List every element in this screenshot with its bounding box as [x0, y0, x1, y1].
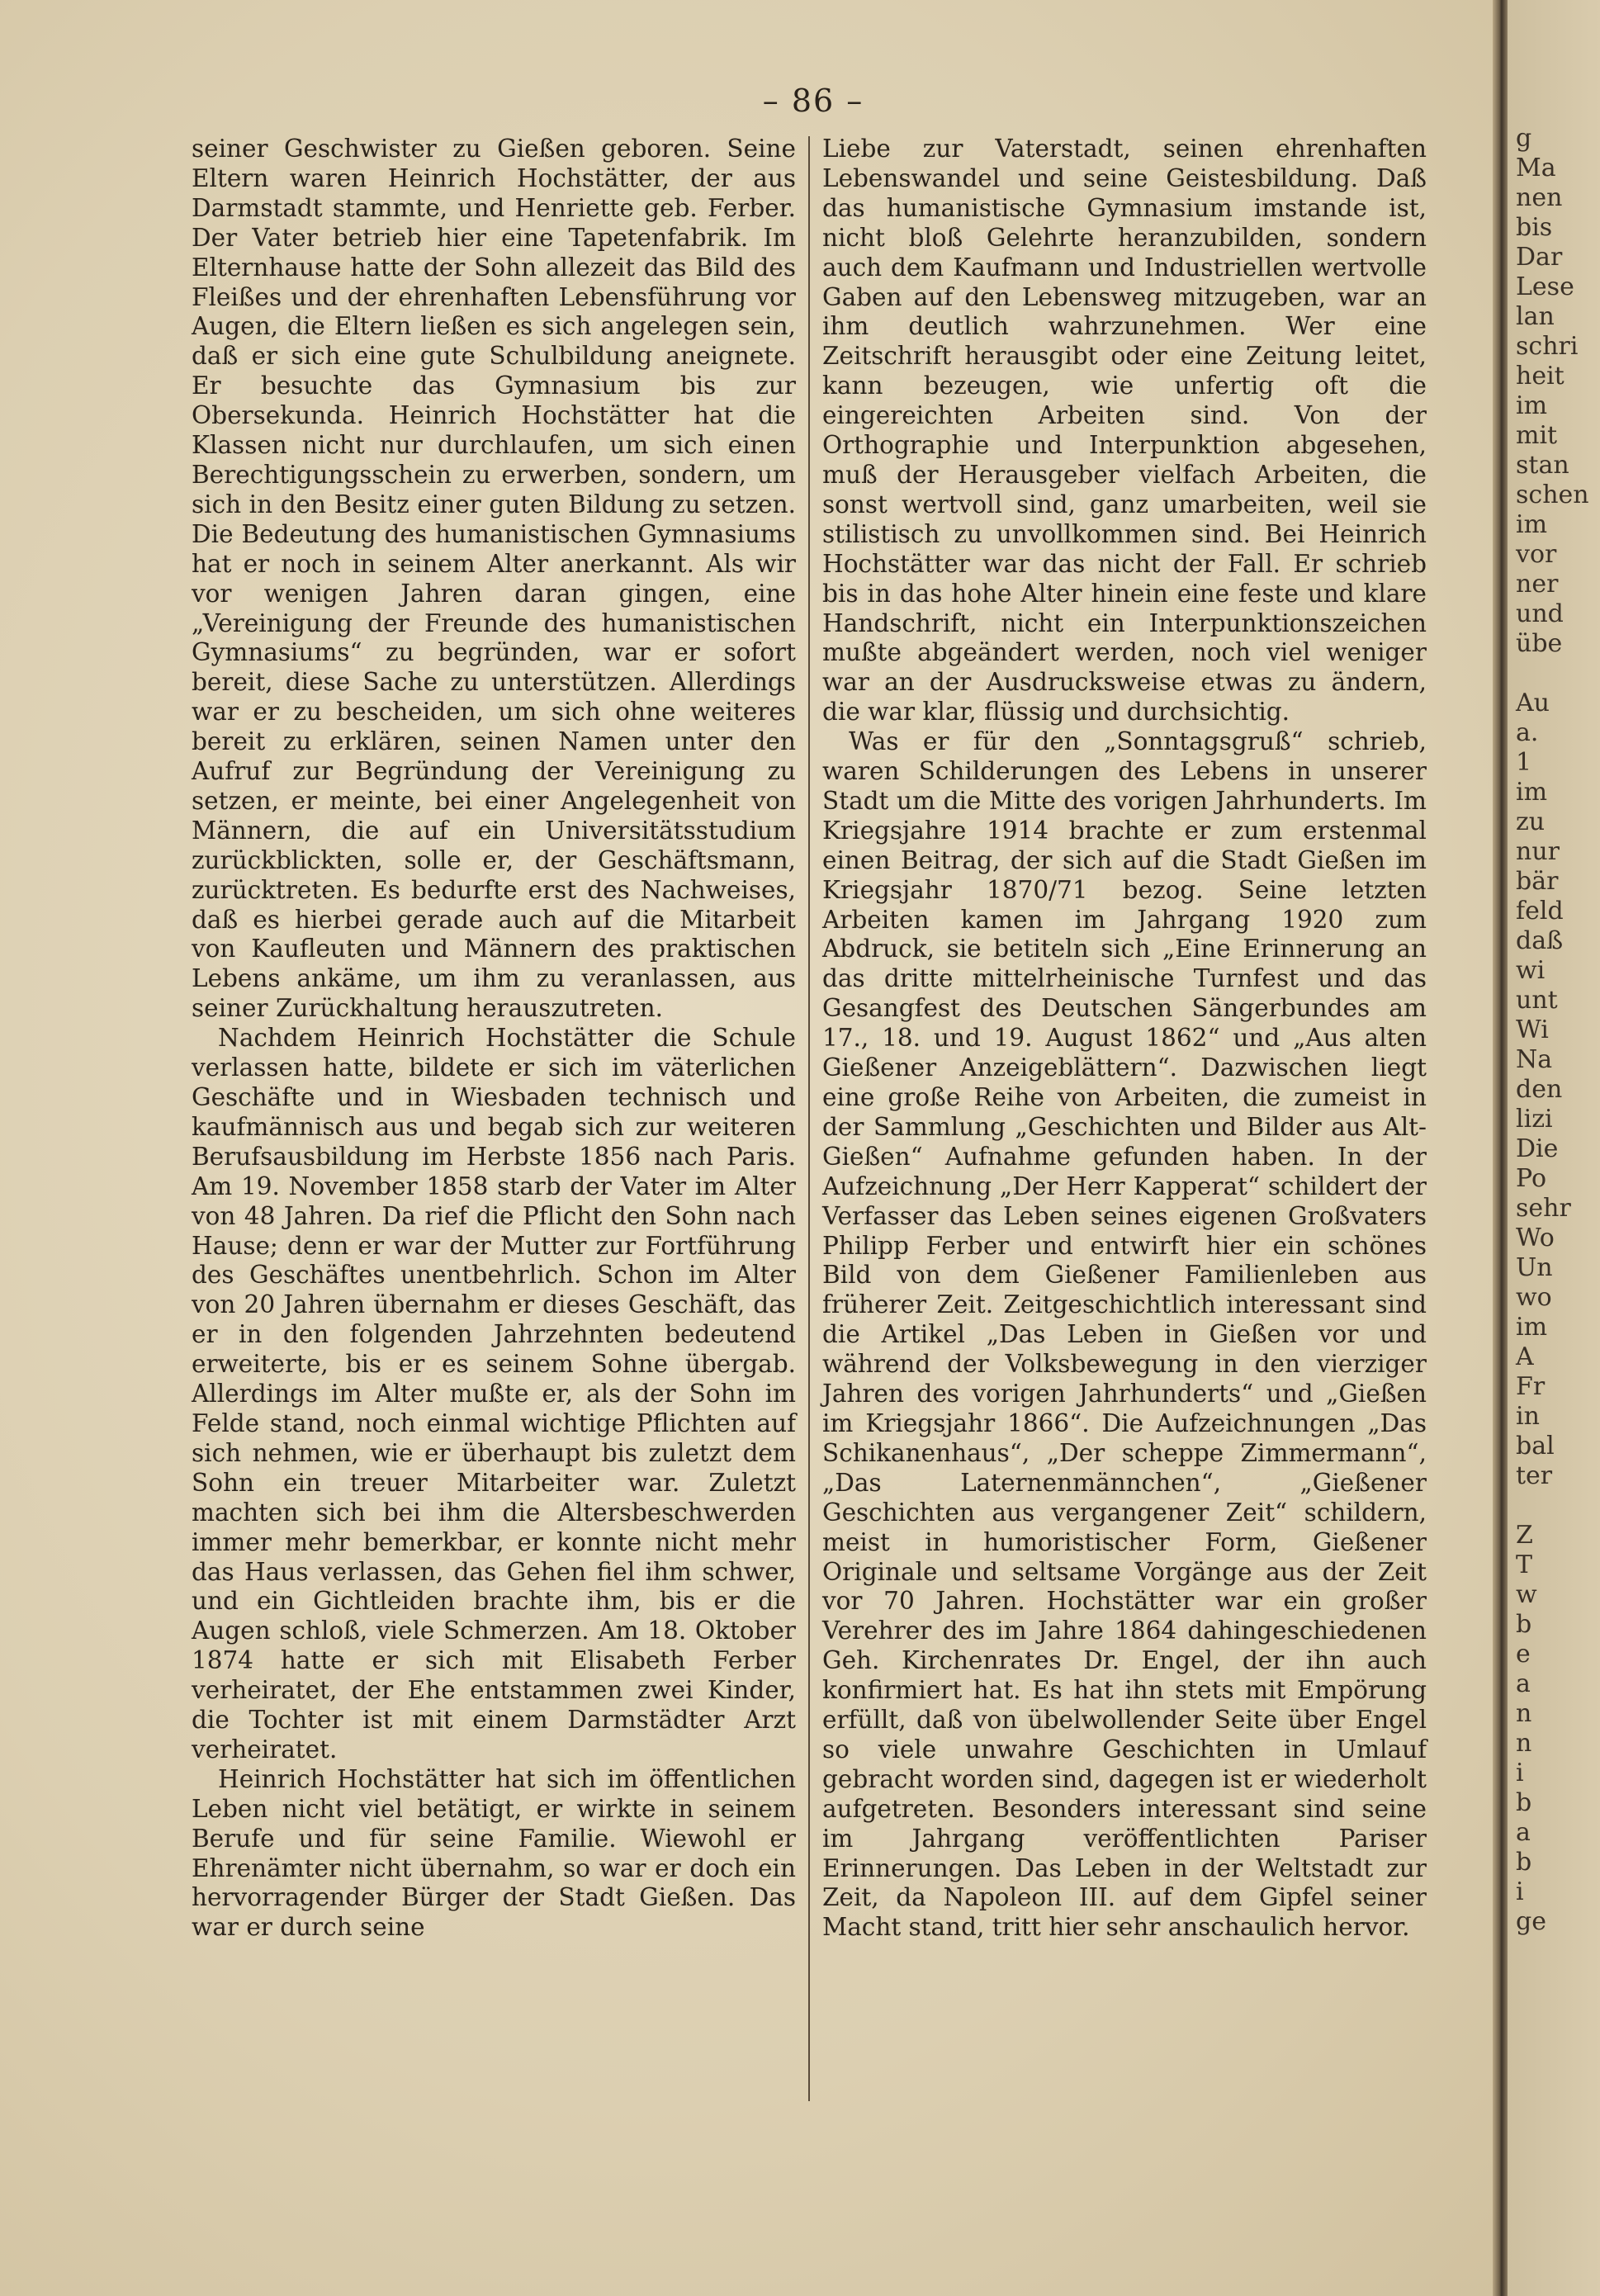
paragraph: Liebe zur Vaterstadt, seinen ehrenhaften Lebenswandel und seine Geistesbildung. Daß das humanistische Gymnasium imstande ist, nicht bloß Gelehrte heranzubilden, sondern auch dem Kaufmann und Industriellen wertvolle Gaben auf den Lebensweg mitzugeben, war an ihm deutlich wahrzunehmen. Wer eine Zeitschrift herausgibt oder eine Zeitung leitet, kann bezeugen, wie unfertig oft die eingereichten Arbeiten sind. Von der Orthographie und Interpunktion abgesehen, muß der Herausgeber vielfach Arbeiten, die sonst wertvoll sind, ganz umarbeiten, weil sie stilistisch zu unvollkommen sind. Bei Heinrich Hochstätter war das nicht der Fall. Er schrieb bis in das hohe Alter hinein eine feste und klare Handschrift, nicht ein Interpunktionszeichen mußte abgeändert werden, noch viel weniger war an der Ausdrucksweise etwas zu ändern, die war klar, flüssig und durchsichtig. — [822, 135, 1427, 727]
facing-page-fragment: Ma — [1516, 154, 1556, 182]
facing-page-fragment: vor — [1516, 540, 1557, 569]
facing-page-fragment: b — [1516, 1610, 1532, 1639]
facing-page-fragment: g — [1516, 124, 1532, 153]
facing-page-fragment: ner — [1516, 570, 1559, 599]
facing-page-fragment: schri — [1516, 332, 1579, 361]
facing-page-fragment: wi — [1516, 956, 1546, 985]
facing-page-fragment: nen — [1516, 183, 1563, 212]
facing-page-fragment: feld — [1516, 897, 1564, 926]
facing-page-fragment: ge — [1516, 1907, 1546, 1936]
facing-page-fragment: bal — [1516, 1432, 1555, 1460]
facing-page-fragment: im — [1516, 778, 1548, 807]
facing-page-fragment: Wo — [1516, 1224, 1555, 1252]
facing-page-fragment: Lese — [1516, 272, 1574, 301]
facing-page-fragment: A — [1516, 1342, 1534, 1371]
facing-page-fragment: bis — [1516, 213, 1553, 242]
facing-page-fragment: T — [1516, 1550, 1533, 1579]
facing-page-fragment: ter — [1516, 1461, 1553, 1490]
facing-page-fragment: heit — [1516, 362, 1564, 391]
facing-page-fragment: b — [1516, 1788, 1532, 1817]
facing-page-fragment: Dar — [1516, 243, 1563, 272]
facing-page-fragment: n — [1516, 1699, 1532, 1728]
facing-page-fragment: e — [1516, 1640, 1531, 1669]
facing-page-fragment: den — [1516, 1075, 1563, 1104]
facing-page-fragment: b — [1516, 1848, 1532, 1877]
facing-page-fragment: Fr — [1516, 1372, 1546, 1401]
paragraph: seiner Geschwister zu Gießen geboren. Seine Eltern waren Heinrich Hochstätter, der aus Darmstadt stammte, und Henriette geb. Ferber. Der Vater betrieb hier eine Tapetenfabrik. Im Elternhause hatte der Sohn allezeit das Bild des Fleißes und der ehrenhaften Lebensführung vor Augen, die Eltern ließen es sich angelegen sein, daß er sich eine gute Schulbildung aneignete. Er besuchte das Gymnasium bis zur Obersekunda. Heinrich Hochstätter hat die Klassen nicht nur durchlaufen, um sich einen Berechtigungsschein zu erwerben, sondern, um sich in den Besitz einer guten Bildung zu setzen. Die Bedeutung des humanistischen Gymnasiums hat er noch in seinem Alter anerkannt. Als wir vor wenigen Jahren daran gingen, eine „Vereinigung der Freunde des humanistischen Gymnasiums“ zu begründen, war er sofort bereit, diese Sache zu unterstützen. Allerdings war er zu bescheiden, um sich ohne weiteres bereit zu erklären, seinen Namen unter den Aufruf zur Begründung der Vereinigung zu setzen, er meinte, bei einer Angelegenheit von Männern, die auf ein Universitätsstudium zurückblickten, solle er, der Geschäftsmann, zurücktreten. Es bedurfte erst des Nachweises, daß es hierbei gerade auch auf die Mitarbeit von Kaufleuten und Männern des praktischen Lebens ankäme, um ihm zu veranlassen, aus seiner Zurückhaltung herauszutreten. — [192, 135, 796, 1023]
facing-page-fragment: Au — [1516, 689, 1550, 717]
left-column — [192, 135, 796, 1943]
facing-page-fragment: übe — [1516, 629, 1563, 658]
facing-page-fragment: bär — [1516, 867, 1559, 896]
page-number: – 86 – — [762, 83, 864, 119]
facing-page-fragment: i — [1516, 1877, 1524, 1906]
facing-page-fragment: Po — [1516, 1164, 1547, 1193]
right-column — [822, 135, 1427, 1943]
facing-page-fragment: lan — [1516, 302, 1555, 331]
facing-page-fragment: 1 — [1516, 748, 1532, 777]
facing-page-fragment: a — [1516, 1818, 1531, 1847]
facing-page-fragment: w — [1516, 1580, 1537, 1609]
facing-page-fragment: Un — [1516, 1253, 1553, 1282]
facing-page-fragment: mit — [1516, 421, 1558, 450]
facing-page-fragment: daß — [1516, 926, 1564, 955]
facing-page-fragment: lizi — [1516, 1105, 1553, 1134]
facing-page-fragment: a. — [1516, 718, 1539, 747]
facing-page-fragment: Wi — [1516, 1015, 1549, 1044]
facing-page-fragment: zu — [1516, 807, 1546, 836]
column-divider — [808, 136, 810, 2101]
facing-page-fragment: stan — [1516, 451, 1569, 480]
facing-page-fragment: nur — [1516, 837, 1560, 866]
facing-page-fragment: im — [1516, 510, 1548, 539]
facing-page-fragment: und — [1516, 599, 1564, 628]
facing-page-fragment: im — [1516, 391, 1548, 420]
paragraph: Was er für den „Sonntagsgruß“ schrieb, waren Schilderungen des Lebens in unserer Stadt um die Mitte des vorigen Jahrhunderts. Im Kriegsjahre 1914 brachte er zum erstenmal einen Beitrag, der sich auf die Stadt Gießen im Kriegsjahr 1870/71 bezog. Seine letzten Arbeiten kamen im Jahrgang 1920 zum Abdruck, sie betiteln sich „Eine Erinnerung an das dritte mittelrheinische Turnfest und das Gesangfest des Deutschen Sängerbundes am 17., 18. und 19. August 1862“ und „Aus alten Gießener Anzeigeblättern“. Dazwischen liegt eine große Reihe von Arbeiten, die zumeist in der Sammlung „Geschichten und Bilder aus Alt-Gießen“ Aufnahme gefunden haben. In der Aufzeichnung „Der Herr Kapperat“ schildert der Verfasser das Leben seines eigenen Großvaters Philipp Ferber und entwirft hier ein schönes Bild von dem Gießener Familienleben aus früherer Zeit. Zeitgeschichtlich interessant sind die Artikel „Das Leben in Gießen vor und während der Volksbewegung in den vierziger Jahren des vorigen Jahrhunderts“ und „Gießen im Kriegsjahr 1866“. Die Aufzeichnungen „Das Schikanenhaus“, „Der scheppe Zimmermann“, „Das Laternenmännchen“, „Gießener Geschichten aus vergangener Zeit“ schildern, meist in humoristischer Form, Gießener Originale und seltsame Vorgänge aus der Zeit vor 70 Jahren. Hochstätter war ein großer Verehrer des im Jahre 1864 dahingeschiedenen Geh. Kirchenrates Dr. Engel, der ihn auch konfirmiert hat. Es hat ihn stets mit Empörung erfüllt, daß von übelwollender Seite über Engel so viele unwahre Geschichten in Umlauf gebracht worden sind, dagegen ist er wiederholt aufgetreten. Besonders interessant sind seine im Jahrgang veröffentlichten Pariser Erinnerungen. Das Leben in der Weltstadt zur Zeit, da Napoleon III. auf dem Gipfel seiner Macht stand, tritt hier sehr anschaulich hervor. — [822, 727, 1427, 1942]
facing-page-fragment: unt — [1516, 986, 1558, 1015]
facing-page-fragment: Die — [1516, 1134, 1559, 1163]
facing-page-fragment: Z — [1516, 1521, 1533, 1550]
facing-page-fragment: schen — [1516, 481, 1589, 509]
book-spine-shadow — [1493, 0, 1508, 2296]
facing-page-fragment: n — [1516, 1729, 1532, 1758]
facing-page-fragment: in — [1516, 1402, 1540, 1431]
facing-page-fragment: im — [1516, 1313, 1548, 1342]
paragraph: Nachdem Heinrich Hochstätter die Schule verlassen hatte, bildete er sich im väterlichen Geschäfte und in Wiesbaden technisch und kaufmännisch aus und begab sich zur weiteren Berufsausbildung im Herbste 1856 nach Paris. Am 19. November 1858 starb der Vater im Alter von 48 Jahren. Da rief die Pflicht den Sohn nach Hause; denn er war der Mutter zur Fortführung des Geschäftes unentbehrlich. Schon im Alter von 20 Jahren übernahm er dieses Geschäft, das er in den folgenden Jahrzehnten bedeutend erweiterte, bis er es seinem Sohne übergab. Allerdings im Alter mußte er, als der Sohn im Felde stand, noch einmal wichtige Pflichten auf sich nehmen, wie er überhaupt bis zuletzt dem Sohn ein treuer Mitarbeiter war. Zuletzt machten sich bei ihm die Altersbeschwerden immer mehr bemerkbar, er konnte nicht mehr das Haus verlassen, das Gehen fiel ihm schwer, und ein Gichtleiden brachte ihm, bis er die Augen schloß, viele Schmerzen. Am 18. Oktober 1874 hatte er sich mit Elisabeth Ferber verheiratet, der Ehe entstammen zwei Kinder, die Tochter ist mit einem Darmstädter Arzt verheiratet. — [192, 1024, 796, 1763]
facing-page-edge — [1508, 0, 1600, 2296]
facing-page-fragment: wo — [1516, 1283, 1552, 1312]
facing-page-fragment: a — [1516, 1669, 1531, 1698]
facing-page-fragment: i — [1516, 1759, 1524, 1787]
paragraph: Heinrich Hochstätter hat sich im öffentlichen Leben nicht viel betätigt, er wirkte in seinem Berufe und für seine Familie. Wiewohl er Ehrenämter nicht übernahm, so war er doch ein hervorragender Bürger der Stadt Gießen. Das war er durch seine — [192, 1764, 796, 1942]
facing-page-fragment: sehr — [1516, 1194, 1571, 1223]
facing-page-fragment: Na — [1516, 1045, 1553, 1074]
